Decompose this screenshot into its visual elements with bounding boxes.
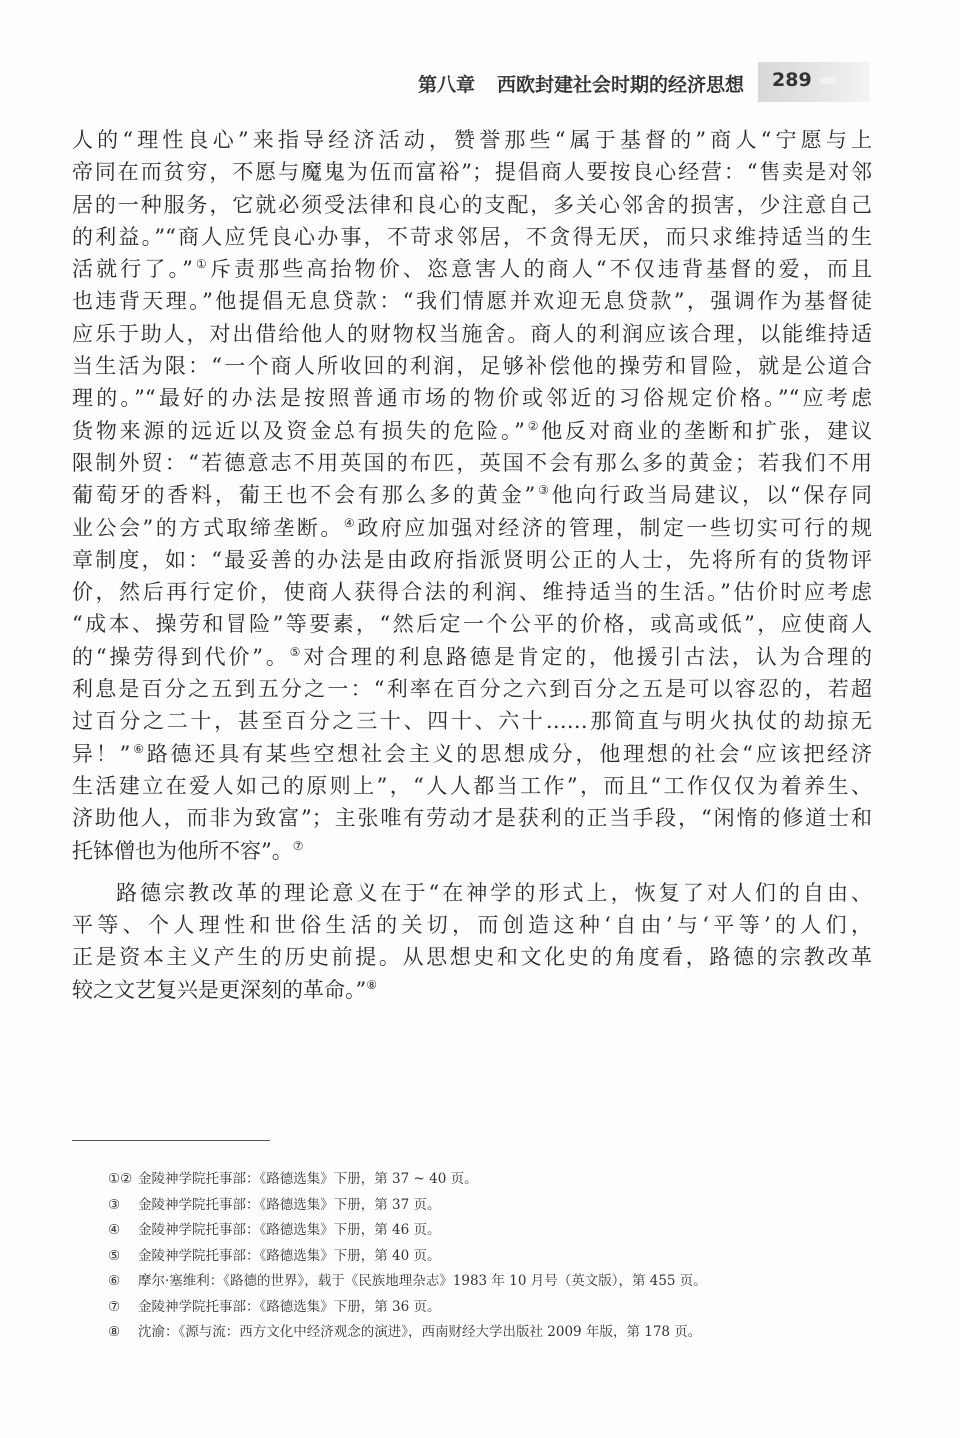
text-line: 路德宗教改革的理论意义在于“在神学的形式上，恢复了对人们的自由、 — [116, 880, 872, 905]
text-line — [72, 974, 872, 1006]
paragraph-2 — [72, 877, 872, 1006]
text-line: 价，然后再行定价，使商人获得合法的利润、维持适当的生活。”估价时应考虑 — [72, 580, 872, 605]
line-text: 路德还具有某些空想社会主义的思想成分，他理想的社会“应该把经济 — [146, 741, 872, 766]
page-number-tab — [758, 62, 870, 102]
text-line: 正是资本主义产生的历史前提。从思想史和文化史的角度看，路德的宗教改革 — [72, 945, 872, 970]
text-line: “成本、操劳和冒险”等要素，“然后定一个公平的价格，或高或低”，应使商人 — [72, 612, 872, 637]
text-line: 章制度，如：“最妥善的办法是由政府指派贤明公正的人士，先将所有的货物评 — [72, 547, 872, 572]
chevron-left-icon: ‹‹‹‹‹ — [818, 70, 834, 91]
footnote-text: 金陵神学院托事部：《路德选集》下册，第 36 页。 — [138, 1298, 441, 1315]
text-line — [72, 641, 872, 673]
text-line: 理的。”“最好的办法是按照普通市场的物价或邻近的习俗规定价格。”“应考虑 — [72, 386, 872, 411]
footnote-item — [108, 1320, 888, 1346]
line-text: 较之文艺复兴是更深刻的革命。” — [72, 977, 367, 1002]
text-line — [72, 512, 872, 544]
text-line: 利息是百分之五到五分之一：“利率在百分之六到百分之五是可以容忍的，若超 — [72, 677, 872, 702]
footnote-item — [108, 1193, 888, 1219]
line-text: 政府应加强对经济的管理，制定一些切实可行的规 — [357, 515, 872, 540]
text-line: 济助他人，而非为致富”；主张唯有劳动才是获利的正当手段，“闲惰的修道士和 — [72, 806, 872, 831]
line-text: 活就行了。” — [72, 257, 193, 282]
running-head — [418, 70, 744, 97]
line-text: 的“操劳得到代价”。 — [72, 644, 290, 669]
line-text: 斥责那些高抬物价、恣意害人的商人“不仅违背基督的爱，而且 — [209, 257, 872, 282]
footnote-ref[interactable]: ⑥ — [130, 741, 147, 756]
footnote-text: 沈渝：《源与流：西方文化中经济观念的演进》，西南财经大学出版社 2009 年版，第 178 页。 — [138, 1324, 702, 1340]
page-number: 289 — [772, 69, 812, 91]
footnote-ref[interactable]: ⑧ — [366, 977, 378, 992]
text-line: 也违背天理。”他提倡无息贷款：“我们情愿并欢迎无息贷款”，强调作为基督徒 — [72, 289, 872, 314]
line-text: 货物来源的远近以及资金总有损失的危险。” — [72, 418, 525, 443]
footnote-mark: ⑤ — [108, 1247, 121, 1264]
footnote-ref[interactable]: ④ — [343, 515, 358, 530]
chapter-title: 西欧封建社会时期的经济思想 — [496, 74, 744, 96]
text-line: 居的一种服务，它就必须受法律和良心的支配，多关心邻舍的损害，少注意自己 — [72, 192, 872, 217]
footnote-item — [108, 1167, 888, 1193]
line-text: 对合理的利息路德是肯定的，他援引古法，认为合理的 — [303, 644, 872, 669]
footnote-item — [108, 1269, 888, 1295]
footnote-item — [108, 1218, 888, 1244]
footnote-mark: ⑥ — [108, 1273, 121, 1289]
footnote-mark: ⑦ — [108, 1298, 121, 1315]
footnote-text: 金陵神学院托事部：《路德选集》下册，第 46 页。 — [138, 1222, 441, 1238]
line-text: 异！” — [72, 741, 131, 766]
footnote-item — [108, 1295, 888, 1321]
line-text: 葡萄牙的香料，葡王也不会有那么多的黄金” — [72, 483, 536, 508]
text-line: 人的“理性良心”来指导经济活动，赞誉那些“属于基督的”商人“宁愿与上 — [72, 128, 872, 152]
text-line: 应乐于助人，对出借给他人的财物权当施舍。商人的利润应该合理，以能维持适 — [72, 321, 872, 346]
footnote-ref[interactable]: ⑤ — [289, 644, 304, 659]
text-line: 当生活为限：“一个商人所收回的利润，足够补偿他的操劳和冒险，就是公道合 — [72, 354, 872, 379]
text-line — [72, 738, 872, 770]
page-header — [0, 62, 960, 108]
footnote-mark: ④ — [108, 1222, 121, 1238]
line-text: 托钵僧也为他所不容”。 — [72, 838, 293, 863]
footnote-mark: ①② — [108, 1171, 133, 1187]
footnote-text: 金陵神学院托事部：《路德选集》下册，第 37 页。 — [138, 1196, 441, 1213]
footnote-divider — [72, 1140, 270, 1141]
text-line: 过百分之二十，甚至百分之三十、四十、六十……那简直与明火执仗的劫掠无 — [72, 709, 872, 734]
footnote-text: 金陵神学院托事部：《路德选集》下册，第 37 ~ 40 页。 — [138, 1171, 478, 1187]
footnote-item — [108, 1244, 888, 1270]
footnote-mark: ⑧ — [108, 1324, 121, 1340]
text-line: 平等、个人理性和世俗生活的关切，而创造这种‘自由’与‘平等’的人们， — [72, 913, 872, 938]
line-text: 他向行政当局建议，以“保存同 — [551, 483, 872, 508]
text-line: 的利益。”“商人应凭良心办事，不苛求邻居，不贪得无厌，而只求维持适当的生 — [72, 224, 872, 249]
footnote-text: 金陵神学院托事部：《路德选集》下册，第 40 页。 — [138, 1247, 441, 1264]
text-line — [72, 479, 872, 511]
footnote-ref[interactable]: ② — [524, 418, 542, 433]
text-line — [72, 253, 872, 285]
text-line — [72, 835, 872, 867]
footnote-text: 摩尔·塞维利：《路德的世界》，载于《民族地理杂志》1983 年 10 月号（英文版），第 455 页。 — [138, 1273, 707, 1289]
footnote-ref[interactable]: ③ — [535, 483, 552, 498]
footnotes — [108, 1167, 888, 1346]
text-line: 生活建立在爱人如己的原则上”，“人人都当工作”，而且“工作仅仅为着养生、 — [72, 773, 872, 798]
footnote-mark: ③ — [108, 1196, 121, 1213]
footnote-ref[interactable]: ① — [192, 257, 210, 272]
line-text: 他反对商业的垄断和扩张，建议 — [541, 418, 873, 443]
main-text — [72, 124, 872, 1006]
text-line: 限制外贸：“若德意志不用英国的布匹，英国不会有那么多的黄金；若我们不用 — [72, 450, 872, 475]
text-line: 帝同在而贫穷，不愿与魔鬼为伍而富裕”；提倡商人要按良心经营：“售卖是对邻 — [72, 160, 872, 185]
text-line — [72, 415, 872, 447]
line-text: 业公会”的方式取缔垄断。 — [72, 515, 344, 540]
paragraph-1 — [72, 124, 872, 867]
footnote-ref[interactable]: ⑦ — [292, 838, 304, 853]
chapter-label: 第八章 — [417, 74, 475, 96]
